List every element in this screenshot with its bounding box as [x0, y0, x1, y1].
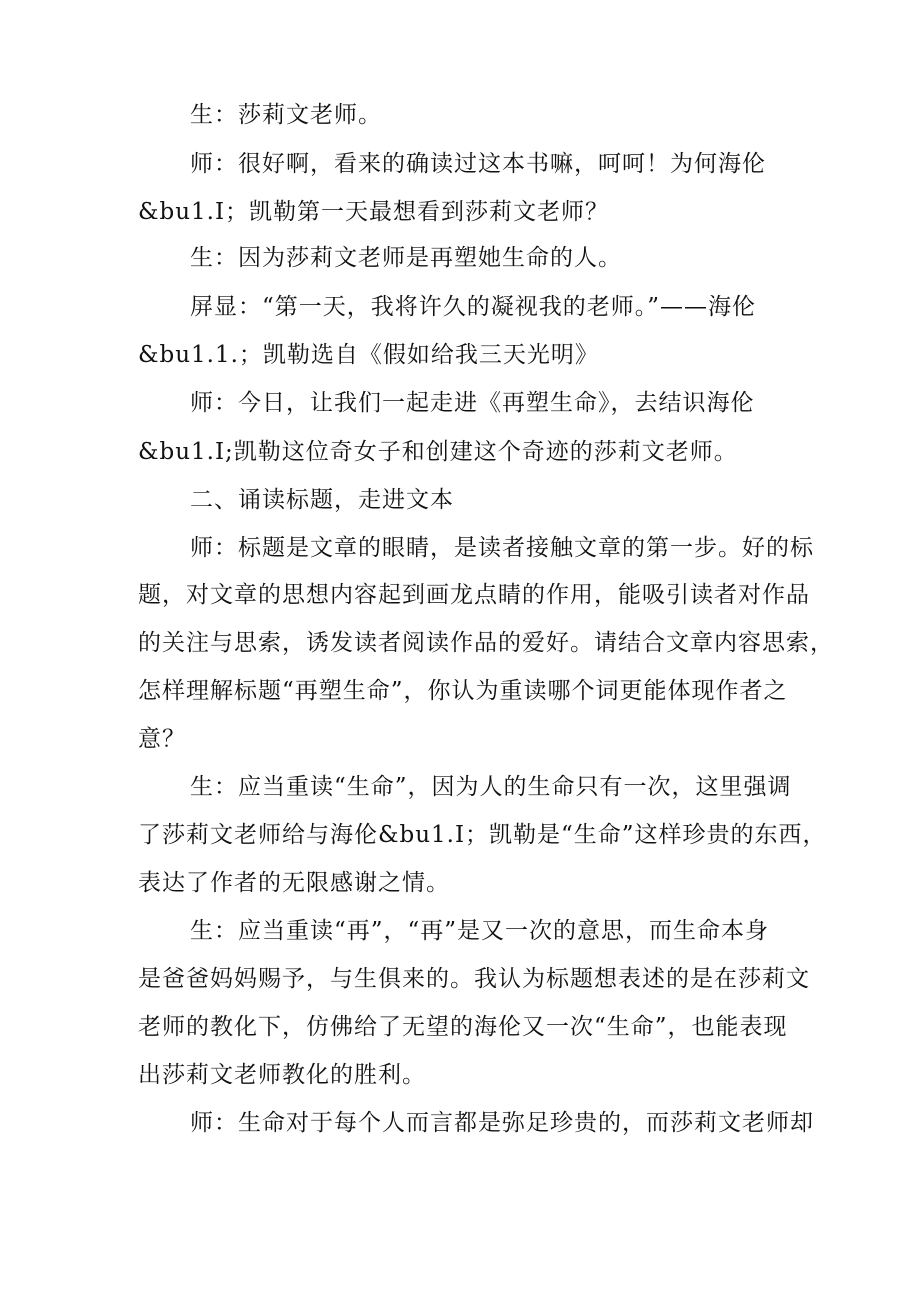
text-line-20: 老师的教化下，仿佛给了无望的海伦又一次“生命”，也能表现: [138, 1014, 788, 1040]
text-line-4: 生：因为莎莉文老师是再塑她生命的人。: [190, 245, 622, 271]
text-line-17: 表达了作者的无限感谢之情。: [138, 870, 450, 896]
text-line-12: 的关注与思索，诱发读者阅读作品的爱好。请结合文章内容思索，: [138, 630, 834, 656]
text-line-14: 意？: [138, 726, 186, 752]
text-line-19: 是爸爸妈妈赐予，与生俱来的。我认为标题想表述的是在莎莉文: [138, 966, 810, 992]
section-heading: 二、诵读标题，走进文本: [190, 487, 454, 513]
text-line-22: 师：生命对于每个人而言都是弥足珍贵的，而莎莉文老师却: [190, 1110, 814, 1136]
text-line-18: 生：应当重读“再”，“再”是又一次的意思，而生命本身: [190, 918, 770, 944]
text-line-21: 出莎莉文老师教化的胜利。: [138, 1062, 426, 1088]
text-line-11: 题，对文章的思想内容起到画龙点睛的作用，能吸引读者对作品: [138, 582, 810, 608]
text-line-6: &bu1.1.；凯勒选自《假如给我三天光明》: [138, 342, 599, 368]
text-line-15: 生：应当重读“生命”，因为人的生命只有一次，这里强调: [190, 774, 792, 800]
text-line-3: &bu1.I；凯勒第一天最想看到莎莉文老师？: [138, 199, 610, 225]
text-line-2: 师：很好啊，看来的确读过这本书嘛，呵呵！为何海伦: [190, 151, 766, 177]
text-line-10: 师：标题是文章的眼睛，是读者接触文章的第一步。好的标: [190, 535, 814, 561]
text-line-7: 师：今日，让我们一起走进《再塑生命》，去结识海伦: [190, 390, 755, 416]
text-line-5: 屏显：“第一天，我将许久的凝视我的老师。”——海伦: [190, 294, 757, 320]
text-line-1: 生：莎莉文老师。: [190, 102, 382, 128]
text-line-8: &bu1.I;凯勒这位奇女子和创建这个奇迹的莎莉文老师。: [138, 439, 738, 465]
text-line-16: 了莎莉文老师给与海伦&bu1.I；凯勒是“生命”这样珍贵的东西，: [138, 822, 827, 848]
text-line-13: 怎样理解标题“再塑生命”，你认为重读哪个词更能体现作者之: [138, 678, 788, 704]
